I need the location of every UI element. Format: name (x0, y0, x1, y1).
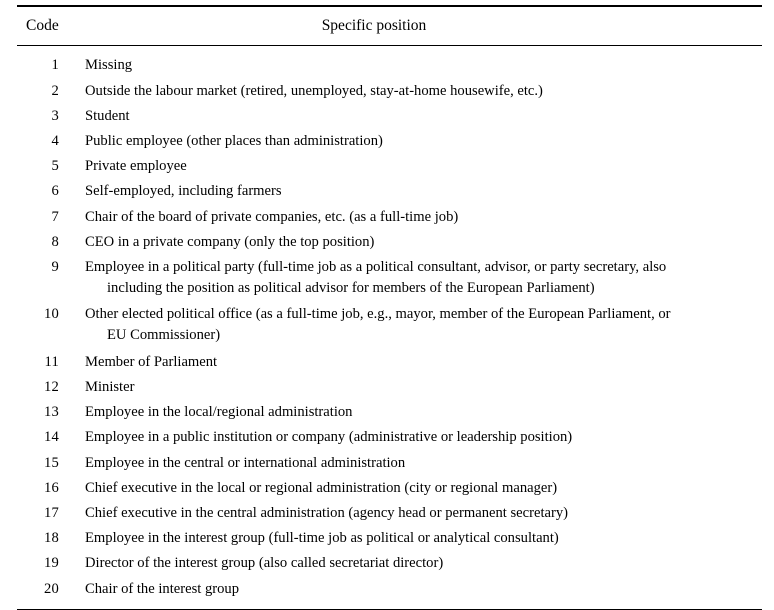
table-row (17, 377, 762, 398)
table-row (17, 304, 762, 346)
cell-specific-position (59, 156, 762, 177)
cell-specific-position (59, 81, 762, 102)
cell-code: 17 (44, 505, 59, 522)
cell-code: 8 (51, 233, 59, 250)
cell-position-text: Chief executive in the central administration (agency head or permanent secretary) (85, 505, 568, 522)
cell-code: 4 (51, 132, 59, 149)
cell-code: 18 (44, 530, 59, 547)
cell-code: 1 (51, 57, 59, 74)
cell-specific-position (59, 453, 762, 474)
cell-specific-position (59, 232, 762, 253)
cell-position-text: Member of Parliament (85, 353, 218, 370)
cell-specific-position (59, 55, 762, 76)
cell-position-text: Minister (85, 379, 135, 396)
cell-position-text: Missing (85, 57, 133, 74)
cell-code: 16 (44, 479, 59, 496)
cell-specific-position (59, 131, 762, 152)
cell-code: 9 (51, 258, 59, 275)
cell-code: 12 (44, 379, 59, 396)
cell-code: 13 (44, 404, 59, 421)
cell-code: 15 (44, 454, 59, 471)
cell-specific-position (59, 503, 762, 524)
cell-specific-position (59, 106, 762, 127)
cell-position-text: Chair of the board of private companies, etc. (as a full-time job) (85, 208, 459, 225)
cell-position-text: Employee in a political party (full-time job as a political consultant, advisor, or party secretary, also (85, 258, 667, 275)
cell-position-text: Outside the labour market (retired, unemployed, stay-at-home housewife, etc.) (85, 82, 543, 99)
table-row (17, 257, 762, 299)
cell-specific-position (59, 207, 762, 228)
table-row (17, 55, 762, 76)
cell-code: 6 (51, 183, 59, 200)
table-row (17, 232, 762, 253)
cell-specific-position (59, 553, 762, 574)
table-row (17, 579, 762, 600)
cell-position-text: Chair of the interest group (85, 580, 240, 597)
table-row (17, 528, 762, 549)
cell-position-text: Employee in the local/regional administration (85, 404, 353, 421)
table-row (17, 156, 762, 177)
table-row (17, 553, 762, 574)
cell-position-text: Employee in the interest group (full-time job as political or analytical consultant) (85, 530, 559, 547)
cell-specific-position (59, 402, 762, 423)
cell-position-text: Student (85, 107, 130, 124)
table-header-row (17, 7, 762, 45)
table-row (17, 207, 762, 228)
table-row (17, 427, 762, 448)
table-row (17, 106, 762, 127)
cell-specific-position (59, 427, 762, 448)
table-row (17, 181, 762, 202)
cell-specific-position (59, 304, 762, 346)
column-header-specific-position: Specific position (321, 16, 427, 34)
cell-specific-position (59, 377, 762, 398)
table-row (17, 503, 762, 524)
table-row (17, 402, 762, 423)
cell-position-text: Public employee (other places than administration) (85, 132, 383, 149)
cell-code: 3 (51, 107, 59, 124)
cell-position-text: Employee in the central or international administration (85, 454, 406, 471)
cell-code: 19 (44, 555, 59, 572)
cell-position-text: Director of the interest group (also called secretariat director) (85, 555, 444, 572)
cell-code: 10 (44, 306, 59, 323)
cell-code: 2 (51, 82, 59, 99)
cell-position-text: Chief executive in the local or regional administration (city or regional manager) (85, 479, 558, 496)
cell-position-text: Self-employed, including farmers (85, 183, 282, 200)
table-row (17, 478, 762, 499)
table-row (17, 131, 762, 152)
cell-position-text: Private employee (85, 158, 187, 175)
cell-code: 20 (44, 580, 59, 597)
cell-code: 5 (51, 158, 59, 175)
cell-position-text: CEO in a private company (only the top position) (85, 233, 375, 250)
cell-specific-position (59, 257, 762, 299)
cell-position-text: Other elected political office (as a full-time job, e.g., mayor, member of the European Parliament, or (85, 306, 671, 323)
cell-specific-position (59, 352, 762, 373)
cell-specific-position (59, 528, 762, 549)
cell-code: 11 (44, 353, 59, 370)
table-body (17, 46, 762, 608)
cell-position-text: Employee in a public institution or company (administrative or leadership position) (85, 429, 573, 446)
cell-position-continuation: including the position as political advisor for members of the European Parliament) (107, 279, 595, 296)
cell-code: 7 (51, 208, 59, 225)
cell-position-continuation: EU Commissioner) (107, 327, 221, 344)
codebook-table (17, 5, 762, 610)
cell-code: 14 (44, 429, 59, 446)
cell-specific-position (59, 181, 762, 202)
table-row (17, 453, 762, 474)
table-row (17, 81, 762, 102)
column-header-code: Code (26, 16, 59, 34)
table-row (17, 352, 762, 373)
cell-specific-position (59, 579, 762, 600)
cell-specific-position (59, 478, 762, 499)
